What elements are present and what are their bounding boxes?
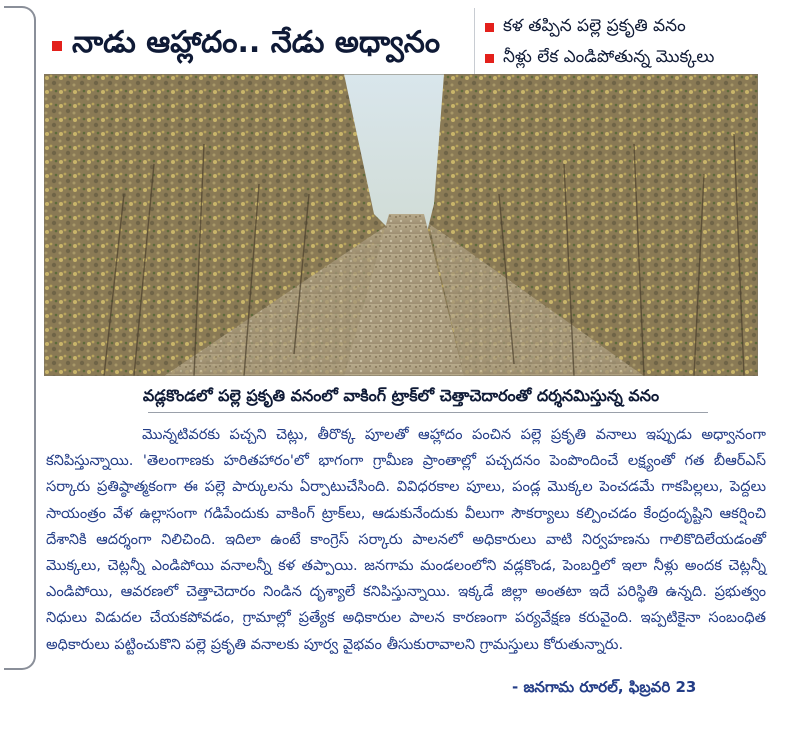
photo-caption: వడ్లకొండలో పల్లె ప్రకృతి వనంలో వాకింగ్ ట్రాక్‌లో చెత్తాచెదారంతో దర్శనమిస్తున్న వనం <box>142 386 660 405</box>
headline-block <box>52 22 452 70</box>
key-point <box>485 43 762 74</box>
red-square-bullet-icon <box>52 41 62 51</box>
red-square-bullet-icon <box>485 54 494 63</box>
dateline-block <box>512 674 696 700</box>
caption-divider <box>148 412 708 413</box>
article-body <box>46 422 766 658</box>
dry-forest-photo <box>44 74 758 376</box>
key-point-text: కళ తప్పిన పల్లె ప్రకృతి వనం <box>503 15 686 36</box>
headline: నాడు ఆహ్లాదం.. నేడు అధ్వానం <box>72 25 441 60</box>
photo-illustration <box>44 74 758 376</box>
column-frame <box>4 6 36 670</box>
key-point-text: నీళ్లు లేక ఎండిపోతున్న మొక్కలు <box>503 46 715 67</box>
dateline: - జనగామ రూరల్, ఫిబ్రవరి 23 <box>512 678 697 696</box>
article-paragraph: మొన్నటివరకు పచ్చని చెట్లు, తీరొక్క పూలతో ఆహ్లాదం పంచిన పల్లె ప్రకృతి వనాలు ఇప్పుడు అధ్వానంగా కనిపిస్తున్నాయి. 'తెలంగాణకు హరితహారం'లో భాగంగా గ్రామీణ ప్రాంతాల్లో పచ్చదనం పెంపొందించే లక్ష్యంతో గత బీఆర్ఎస్ సర్కారు ప్రతిష్ఠాత్మకంగా ఈ పల్లె పార్కులను ఏర్పాటుచేసింది. వివిధరకాల పూలు, పండ్ల మొక్కల పెంచడమే గాకపిల్లలు, పెద్దలు సాయంత్రం వేళ ఉల్లాసంగా గడిపేందుకు వాకింగ్ ట్రాక్‌లు, ఆడుకునేందుకు వీలుగా సౌకర్యాలు కల్పించడం కేంద్రందృష్టిని ఆకర్షించి దేశానికి ఆదర్శంగా నిలిచింది. ఇదిలా ఉంటే కాంగ్రెస్ సర్కారు పాలనలో అధికారులు వాటి నిర్వహణను గాలికొదిలేయడంతో మొక్కలు, చెట్లన్నీ ఎండిపోయి వనాలన్నీ కళ తప్పాయి. జనగామ మండలంలోని వడ్లకొండ, పెంబర్తిలో ఇలా నీళ్లు అందక చెట్లన్నీ ఎండిపోయి, ఆవరణలో చెత్తాచెదారం నిండిన దృశ్యాలే కనిపిస్తున్నాయి. ఇక్కడే జిల్లా అంతటా ఇదే పరిస్థితి ఉన్నది. ప్రభుత్వం నిధులు విడుదల చేయకపోవడం, గ్రామాల్లో ప్రత్యేక అధికారుల పాలన కారణంగా పర్యవేక్షణ కరువైంది. ఇప్పటికైనా సంబంధిత అధికారులు పట్టించుకొని పల్లె ప్రకృతి వనాలకు పూర్వ వైభవం తీసుకురావాలని గ్రామస్తులు కోరుతున్నారు. <box>46 426 766 653</box>
key-point <box>485 12 762 43</box>
red-square-bullet-icon <box>485 23 494 32</box>
